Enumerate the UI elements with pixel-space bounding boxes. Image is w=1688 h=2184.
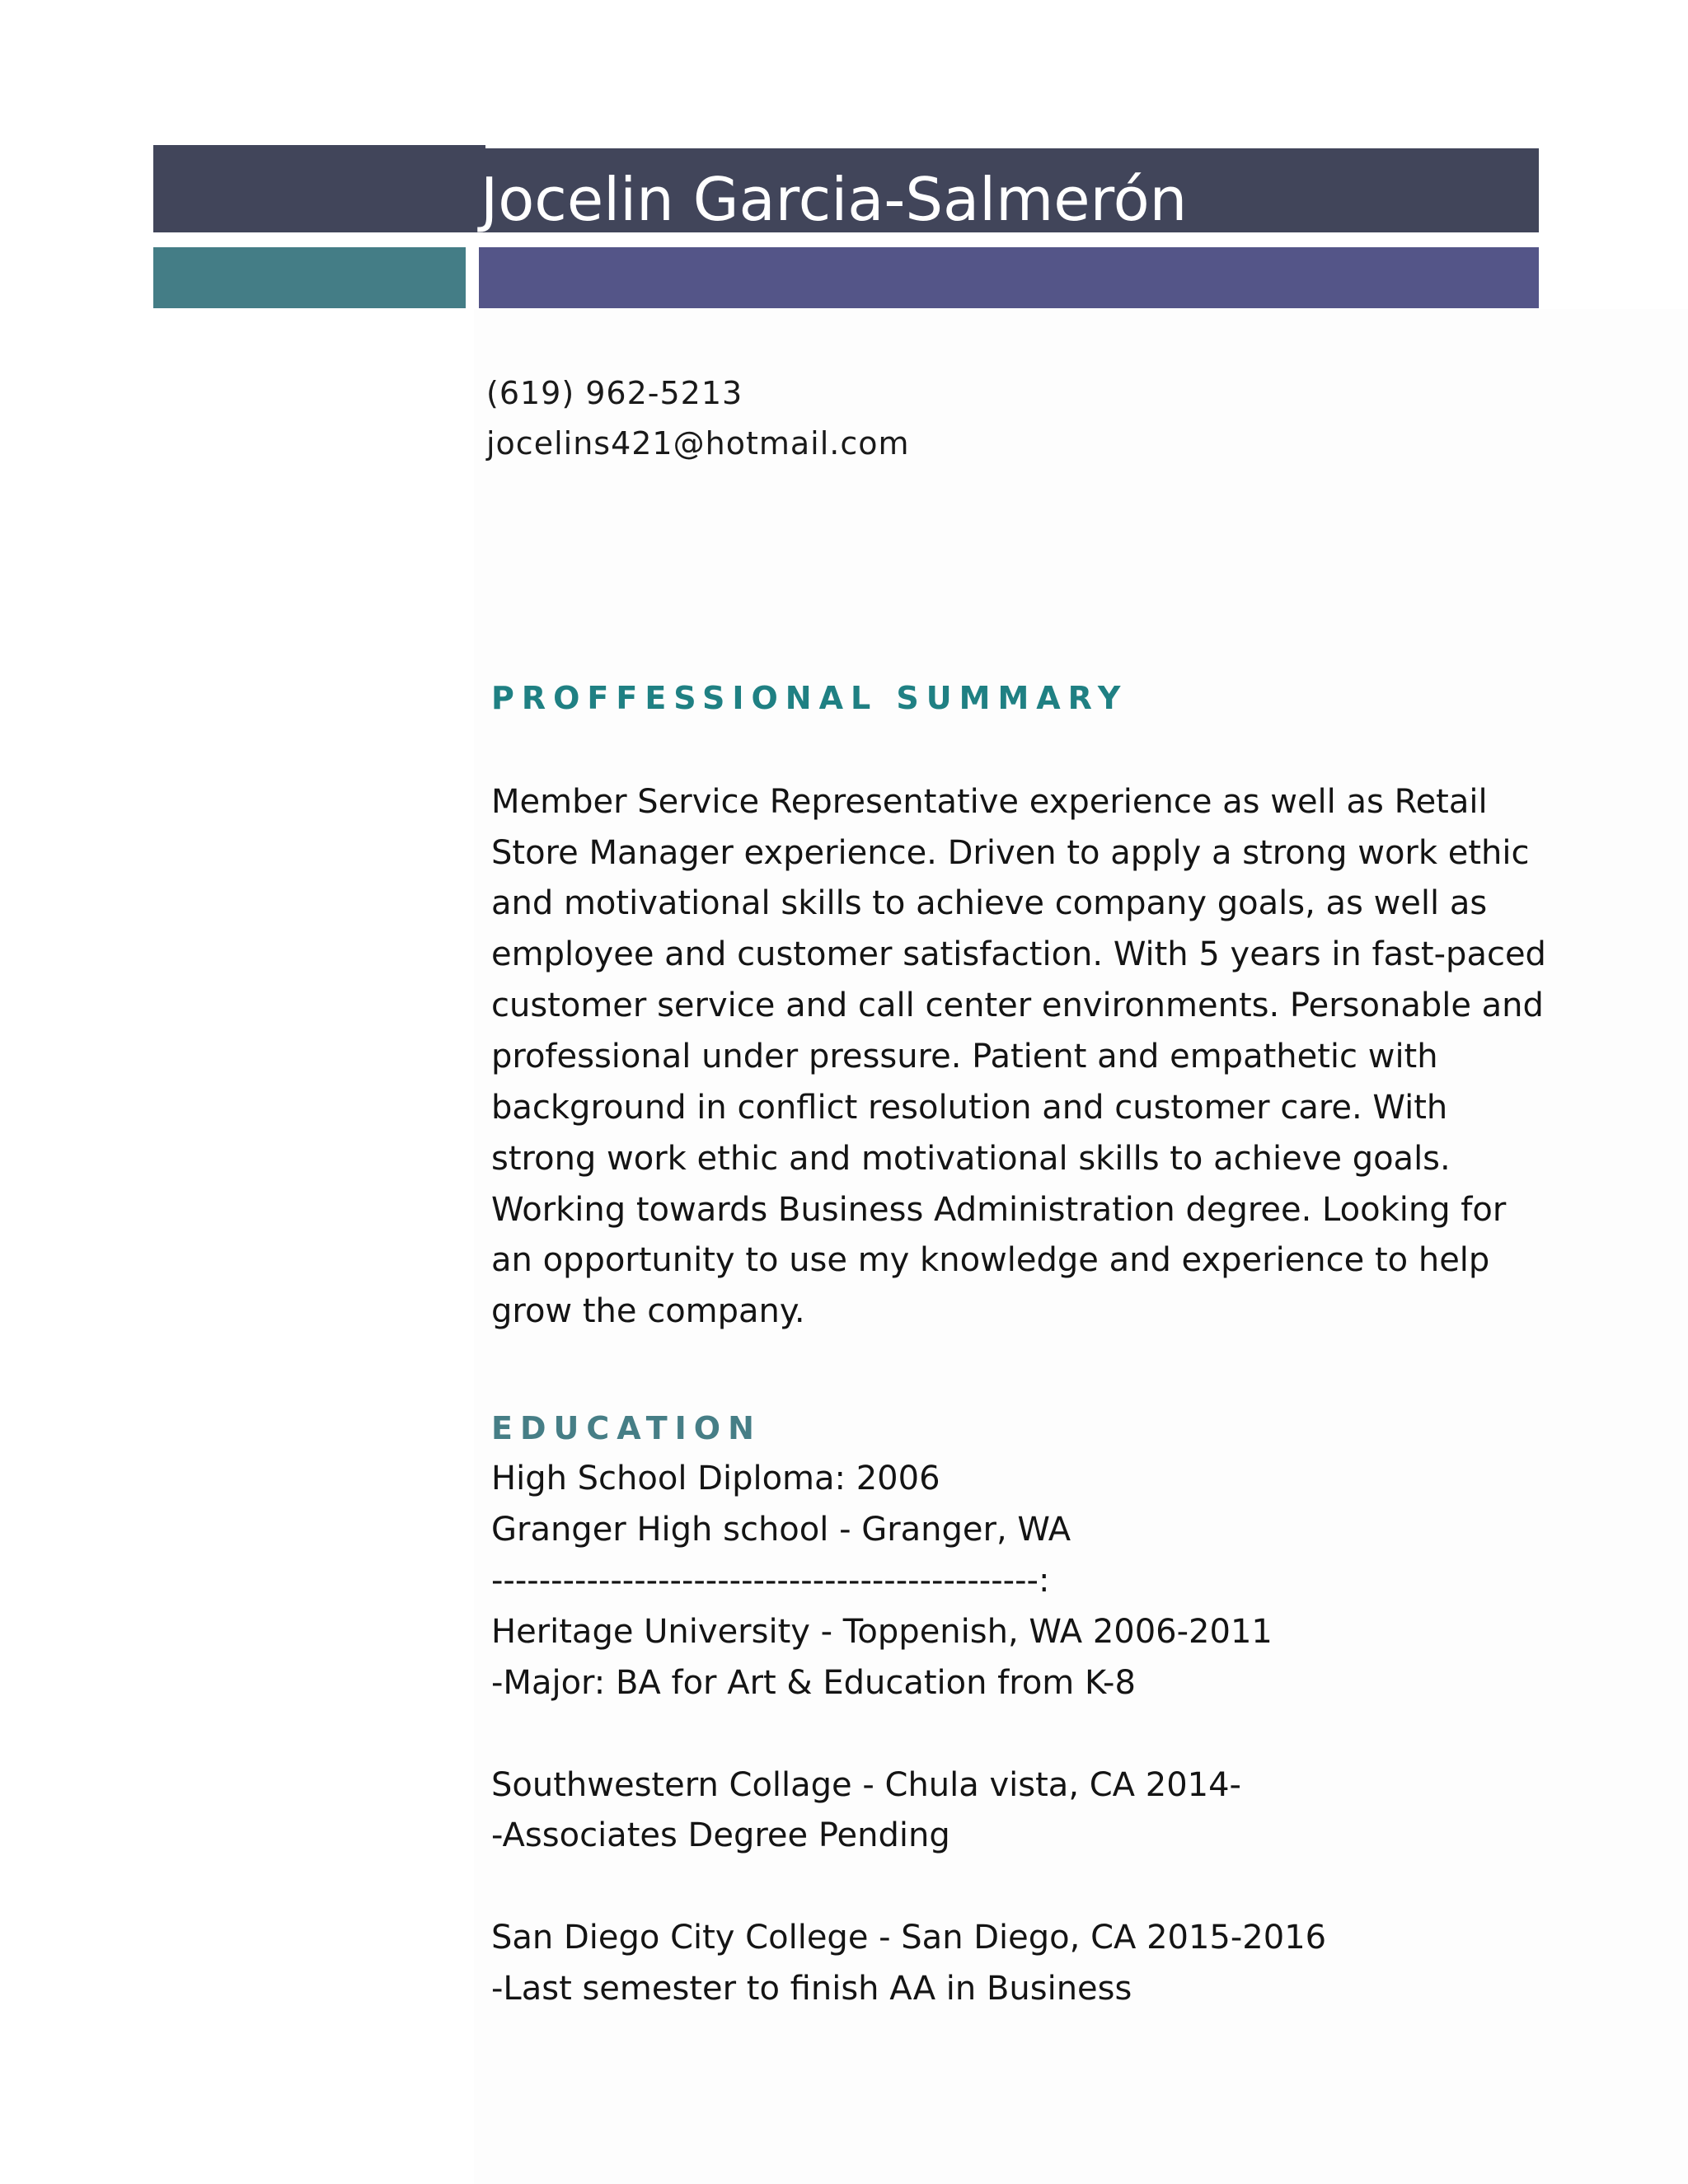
education-line: Heritage University - Toppenish, WA 2006-2011 — [491, 1613, 1273, 1651]
education-line: High School Diploma: 2006 — [491, 1460, 940, 1497]
resume-name: Jocelin Garcia-Salmerón — [481, 165, 1188, 234]
summary-line: Member Service Representative experience as well as Retail — [491, 783, 1488, 821]
summary-line: background in conflict resolution and customer care. With — [491, 1089, 1448, 1127]
education-line: Southwestern Collage - Chula vista, CA 2014- — [491, 1766, 1241, 1804]
summary-line: and motivational skills to achieve company goals, as well as — [491, 884, 1488, 922]
education-separator: ----------------------------------------------: — [491, 1562, 1050, 1600]
education-line: -Associates Degree Pending — [491, 1816, 950, 1854]
education-line: San Diego City College - San Diego, CA 2015-2016 — [491, 1919, 1327, 1957]
contact-phone: (619) 962-5213 — [486, 375, 743, 411]
summary-line: customer service and call center environments. Personable and — [491, 987, 1544, 1024]
summary-line: strong work ethic and motivational skills to achieve goals. — [491, 1140, 1451, 1178]
summary-line: an opportunity to use my knowledge and experience to help — [491, 1241, 1490, 1279]
summary-line: grow the company. — [491, 1292, 805, 1330]
teal-accent-block — [153, 247, 466, 308]
summary-line: Store Manager experience. Driven to apply a strong work ethic — [491, 834, 1530, 872]
summary-line: professional under pressure. Patient and empathetic with — [491, 1038, 1438, 1076]
purple-accent-block — [479, 247, 1539, 308]
contact-email: jocelins421@hotmail.com — [486, 425, 910, 462]
education-line: -Major: BA for Art & Education from K-8 — [491, 1664, 1136, 1702]
summary-heading: PROFFESSIONAL SUMMARY — [491, 680, 1128, 716]
education-line: -Last semester to finish AA in Business — [491, 1970, 1132, 2008]
education-heading: EDUCATION — [491, 1410, 762, 1446]
education-line: Granger High school - Granger, WA — [491, 1511, 1071, 1549]
summary-line: employee and customer satisfaction. With 5 years in fast-paced — [491, 935, 1546, 973]
summary-line: Working towards Business Administration degree. Looking for — [491, 1191, 1507, 1229]
